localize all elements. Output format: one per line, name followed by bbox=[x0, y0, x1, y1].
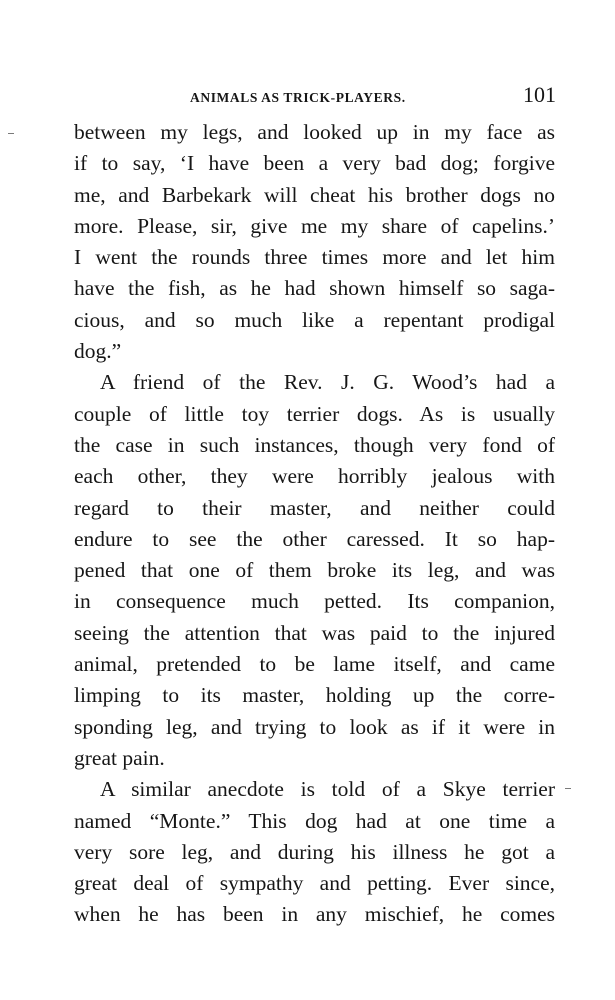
text-line: when he has been in any mischief, he comes bbox=[74, 902, 555, 927]
text-line: great deal of sympathy and petting. Ever since, bbox=[74, 871, 555, 896]
text-line: endure to see the other caressed. It so hap- bbox=[74, 526, 555, 551]
text-line: the case in such instances, though very fond of bbox=[74, 432, 555, 457]
page-number: 101 bbox=[523, 82, 556, 107]
text-line: pened that one of them broke its leg, and was bbox=[74, 558, 555, 583]
text-line: very sore leg, and during his illness he got a bbox=[74, 839, 555, 864]
text-line: have the fish, as he had shown himself so saga- bbox=[74, 276, 555, 301]
text-line: named “Monte.” This dog had at one time a bbox=[74, 808, 555, 833]
running-head bbox=[72, 82, 560, 112]
text-line: in consequence much petted. Its companion, bbox=[74, 589, 555, 614]
body-text bbox=[74, 117, 555, 931]
text-line: great pain. bbox=[74, 745, 165, 770]
text-line: seeing the attention that was paid to the injured bbox=[74, 620, 555, 645]
text-line: A friend of the Rev. J. G. Wood’s had a bbox=[100, 370, 555, 395]
text-line: A similar anecdote is told of a Skye terrier bbox=[100, 777, 555, 802]
stray-mark-right bbox=[565, 788, 571, 789]
text-line: regard to their master, and neither could bbox=[74, 495, 555, 520]
text-line: I went the rounds three times more and let him bbox=[74, 245, 555, 270]
text-line: dog.” bbox=[74, 339, 122, 364]
text-line: couple of little toy terrier dogs. As is usually bbox=[74, 401, 555, 426]
text-line: me, and Barbekark will cheat his brother dogs no bbox=[74, 182, 555, 207]
text-line: each other, they were horribly jealous with bbox=[74, 464, 555, 489]
text-line: between my legs, and looked up in my face as bbox=[74, 120, 555, 144]
text-line: if to say, ‘I have been a very bad dog; forgive bbox=[74, 151, 555, 176]
running-head-title: ANIMALS AS TRICK-PLAYERS. bbox=[190, 90, 406, 105]
stray-mark-left bbox=[8, 133, 14, 134]
text-line: animal, pretended to be lame itself, and came bbox=[74, 652, 555, 677]
text-line: more. Please, sir, give me my share of capelins.’ bbox=[74, 213, 555, 238]
text-line: limping to its master, holding up the corre- bbox=[74, 683, 555, 708]
text-line: cious, and so much like a repentant prodigal bbox=[74, 307, 555, 332]
text-line: sponding leg, and trying to look as if it were in bbox=[74, 714, 555, 739]
